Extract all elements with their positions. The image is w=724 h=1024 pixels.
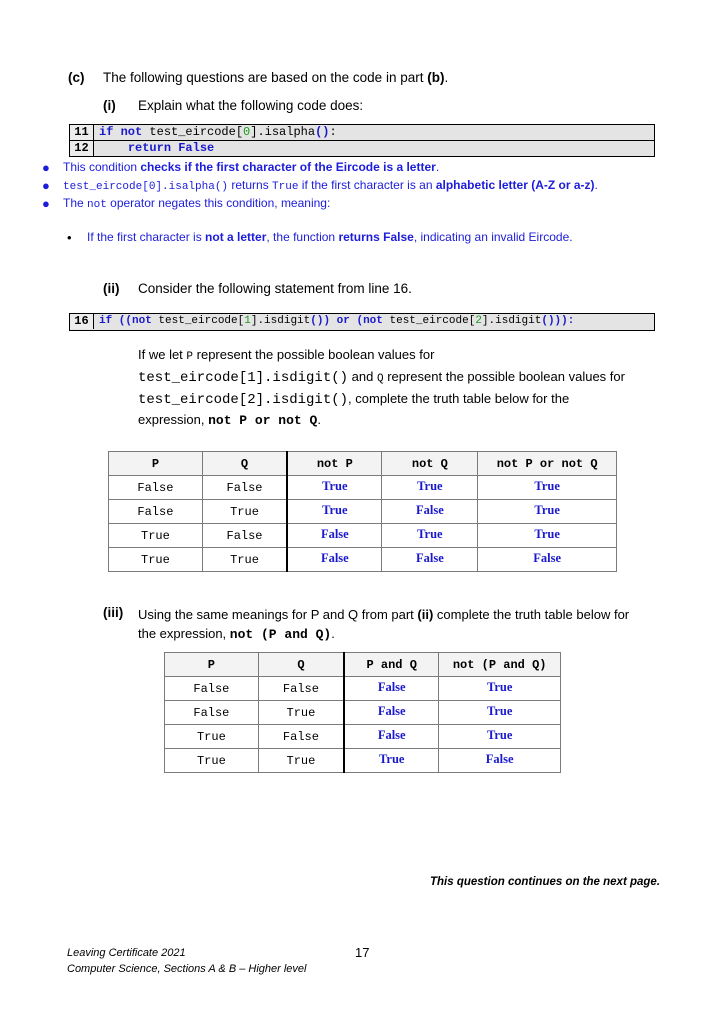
table-row [109,500,617,524]
table-row [165,677,561,701]
table-cell: False [258,677,344,701]
answer-cell: False [439,749,561,773]
table-row [109,548,617,572]
part-iii-label: (iii) [103,605,124,620]
paragraph-line: test_eircode[1].isdigit() and Q represent the possible boolean values for [138,369,625,386]
answer-sub-bullet: • If the first character is not a letter, the function returns False, indicating an invalid Eircode. [67,230,573,245]
answer-cell: True [382,524,478,548]
paragraph-line: expression, not P or not Q. [138,412,321,428]
table-cell: False [202,476,287,500]
column-header: P [165,653,259,677]
table-cell: False [258,725,344,749]
table-header-row [109,452,617,476]
answer-cell: True [439,701,561,725]
bullet-icon: ● [42,178,50,193]
table-cell: False [109,500,203,524]
answer-cell: True [478,524,617,548]
answer-cell: False [287,524,382,548]
code-line-12 [70,141,654,156]
answer-cell: False [382,500,478,524]
code-text: return False [127,141,215,155]
code-line-11 [70,125,654,141]
column-header: Q [202,452,287,476]
table-cell: False [202,524,287,548]
answer-cell: False [287,548,382,572]
column-header: P and Q [344,653,439,677]
answer-cell: False [344,725,439,749]
question-line: the expression, not (P and Q). [138,626,335,642]
answer-cell: True [287,500,382,524]
column-header: Q [258,653,344,677]
part-ii-label: (ii) [103,281,120,296]
part-c-label: (c) [68,70,85,85]
part-c-intro: The following questions are based on the code in part (b). [103,70,449,85]
table-cell: True [109,548,203,572]
table-row [109,476,617,500]
code-block-lines-11-12 [69,124,655,157]
line-number: 11 [70,125,94,140]
bullet-icon: • [67,230,72,245]
column-header: not P [287,452,382,476]
answer-cell: False [344,701,439,725]
question-line: Using the same meanings for P and Q from part (ii) complete the truth table below for [138,607,630,622]
answer-bullet-3: ● The not operator negates this condition, meaning: [42,196,331,211]
table-header-row [165,653,561,677]
table-cell: True [109,524,203,548]
part-i-label: (i) [103,98,116,113]
table-row [165,701,561,725]
code-block-line-16 [69,313,655,331]
line-number: 12 [70,141,94,156]
paragraph-line: test_eircode[2].isdigit(), complete the truth table below for the [138,391,570,408]
footer-paper-title: Computer Science, Sections A & B – Higher level [67,963,307,975]
column-header: P [109,452,203,476]
table-row [165,749,561,773]
answer-bullet-1: ● This condition checks if the first character of the Eircode is a letter. [42,160,440,175]
continues-note: This question continues on the next page. [430,876,661,888]
code-text: if not test_eircode[0].isalpha(): [99,125,337,139]
answer-cell: True [287,476,382,500]
paragraph-line: If we let P represent the possible boolean values for [138,347,435,363]
table-cell: True [258,701,344,725]
answer-bullet-2: ● test_eircode[0].isalpha() returns True if the first character is an alphabetic letter (A-Z or a-z). [42,178,598,193]
answer-cell: True [478,476,617,500]
column-header: not Q [382,452,478,476]
table-cell: False [165,701,259,725]
part-iii-question [138,605,629,644]
answer-cell: True [344,749,439,773]
answer-cell: True [382,476,478,500]
part-ii-question: Consider the following statement from line 16. [138,281,412,296]
code-line-16 [70,314,654,329]
answer-cell: True [478,500,617,524]
answer-cell: False [478,548,617,572]
part-i-question: Explain what the following code does: [138,98,364,113]
table-cell: False [109,476,203,500]
column-header: not (P and Q) [439,653,561,677]
table-cell: True [202,500,287,524]
table-row [165,725,561,749]
truth-table-not-p-or-not-q [108,451,617,572]
bullet-icon: ● [42,196,50,211]
page-number: 17 [355,945,370,960]
bullet-icon: ● [42,160,50,175]
table-cell: True [202,548,287,572]
answer-cell: False [344,677,439,701]
truth-table-not-p-and-q [164,652,561,773]
answer-cell: True [439,677,561,701]
answer-cell: True [439,725,561,749]
table-cell: True [165,749,259,773]
code-text: if ((not test_eircode[1].isdigit()) or (not test_eircode[2].isdigit())): [99,315,575,327]
answer-cell: False [382,548,478,572]
table-cell: True [258,749,344,773]
table-cell: True [165,725,259,749]
part-ii-paragraph [138,345,625,430]
line-number: 16 [70,314,94,329]
table-cell: False [165,677,259,701]
column-header: not P or not Q [478,452,617,476]
table-row [109,524,617,548]
footer-exam-title: Leaving Certificate 2021 [67,947,186,959]
